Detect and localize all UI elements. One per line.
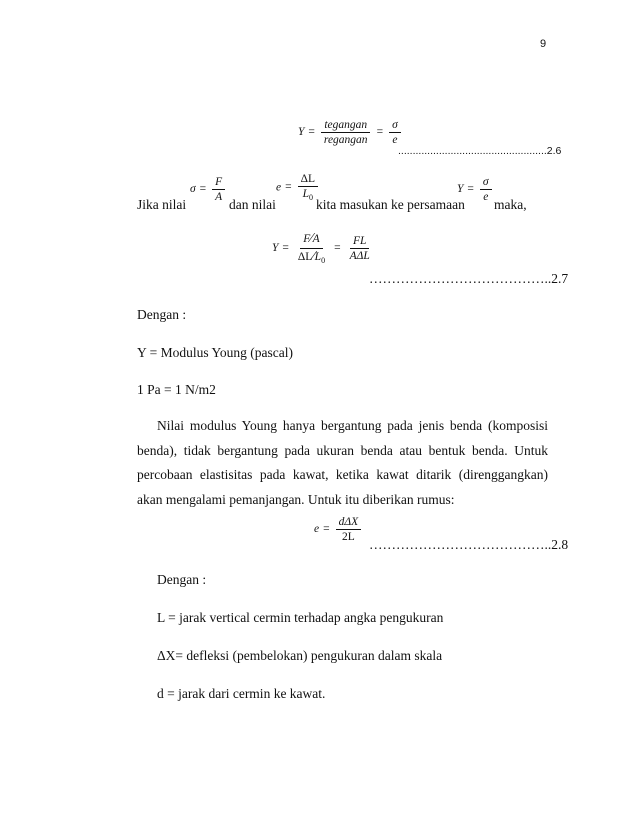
jika-text-3: kita masukan ke persamaan [316,197,465,212]
equation-2-7: Y = $\frac{F⁄A}{\Delta L⁄L_0}$ = $\frac{FL}{\text{AΔL}}$ [272,232,375,265]
eq-2-7-lhs: Y [272,242,279,255]
eq-2-7-bot-den-sub: 0 [321,255,326,265]
eq-2-7-rhs-den: AΔL [349,250,370,263]
definition-L: L = jarak vertical cermin terhadap angka pengukuran [157,610,444,625]
body-paragraph: Nilai modulus Young hanya bergantung pada jenis benda (komposisi benda), tidak bergantung pada ukuran benda atau bentuk benda. Untuk percobaan elastisitas pada kawat, ketika kawat ditarik (direnggangkan) akan mengalami pemanjangan. Untuk itu diberikan rumus: [137,418,548,507]
eq-2-6-number: ...................................................2.6 [398,145,562,157]
y-formula: Y = $\frac{\sigma}{e}$ [457,176,494,203]
y-num: σ [480,176,492,190]
sigma-lhs: σ [190,183,196,196]
eq-2-7-bot-num: ΔL [297,250,313,263]
eq-2-6-frac2-den: e [392,134,398,147]
definition-pascal: 1 Pa = 1 N/m2 [137,382,216,397]
eq-2-8-den: 2L [341,531,355,544]
eq-2-6-frac2-num: σ [389,119,401,133]
e-lhs: e [276,181,282,194]
definition-d: d = jarak dari cermin ke kawat. [157,686,326,701]
dengan-label-2: Dengan : [157,572,207,587]
equation-2-6: Y = $\frac{\text{tegangan}}{\text{regangan}}$ = $\frac{\sigma}{e}$ [298,119,403,146]
eq-2-7-bot-den-base: L [314,250,322,263]
sigma-formula: σ = $\frac{F}{A}$ [190,176,227,203]
y-den: e [483,191,489,204]
e-num: ΔL [298,173,318,187]
eq-2-8-lhs: e [314,523,320,536]
eq-2-8-num: dΔX [336,516,362,530]
definition-young-modulus: Y = Modulus Young (pascal) [137,345,293,360]
sigma-den: A [215,191,223,204]
y-lhs: Y [457,183,464,196]
jika-text-1: Jika nilai [137,197,187,212]
eq-2-7-top-den: A [312,233,320,245]
eq-2-6-lhs: Y [298,126,305,139]
e-formula: e = $\frac{\Delta L}{L_0}$ [276,173,320,202]
e-den-base: L [302,188,310,201]
e-den-sub: 0 [309,193,314,203]
sigma-num: F [212,176,225,190]
jika-text-2: dan nilai [229,197,276,212]
page-number: 9 [540,38,547,50]
dengan-label-1: Dengan : [137,307,187,322]
eq-2-8-number: …………………………………..2.8 [369,537,569,552]
jika-text-4: maka, [494,197,527,212]
eq-2-7-number: …………………………………..2.7 [369,271,569,286]
equation-2-8: e = $\frac{\text{dΔX}}{2L}$ [314,516,363,543]
definition-delta-x: ΔX= defleksi (pembelokan) pengukuran dalam skala [157,648,443,663]
eq-2-7-rhs-num: FL [350,235,369,249]
eq-2-6-frac1-num: tegangan [321,119,370,133]
eq-2-6-frac1-den: regangan [323,134,368,147]
eq-2-7-top-num: F [303,233,311,245]
